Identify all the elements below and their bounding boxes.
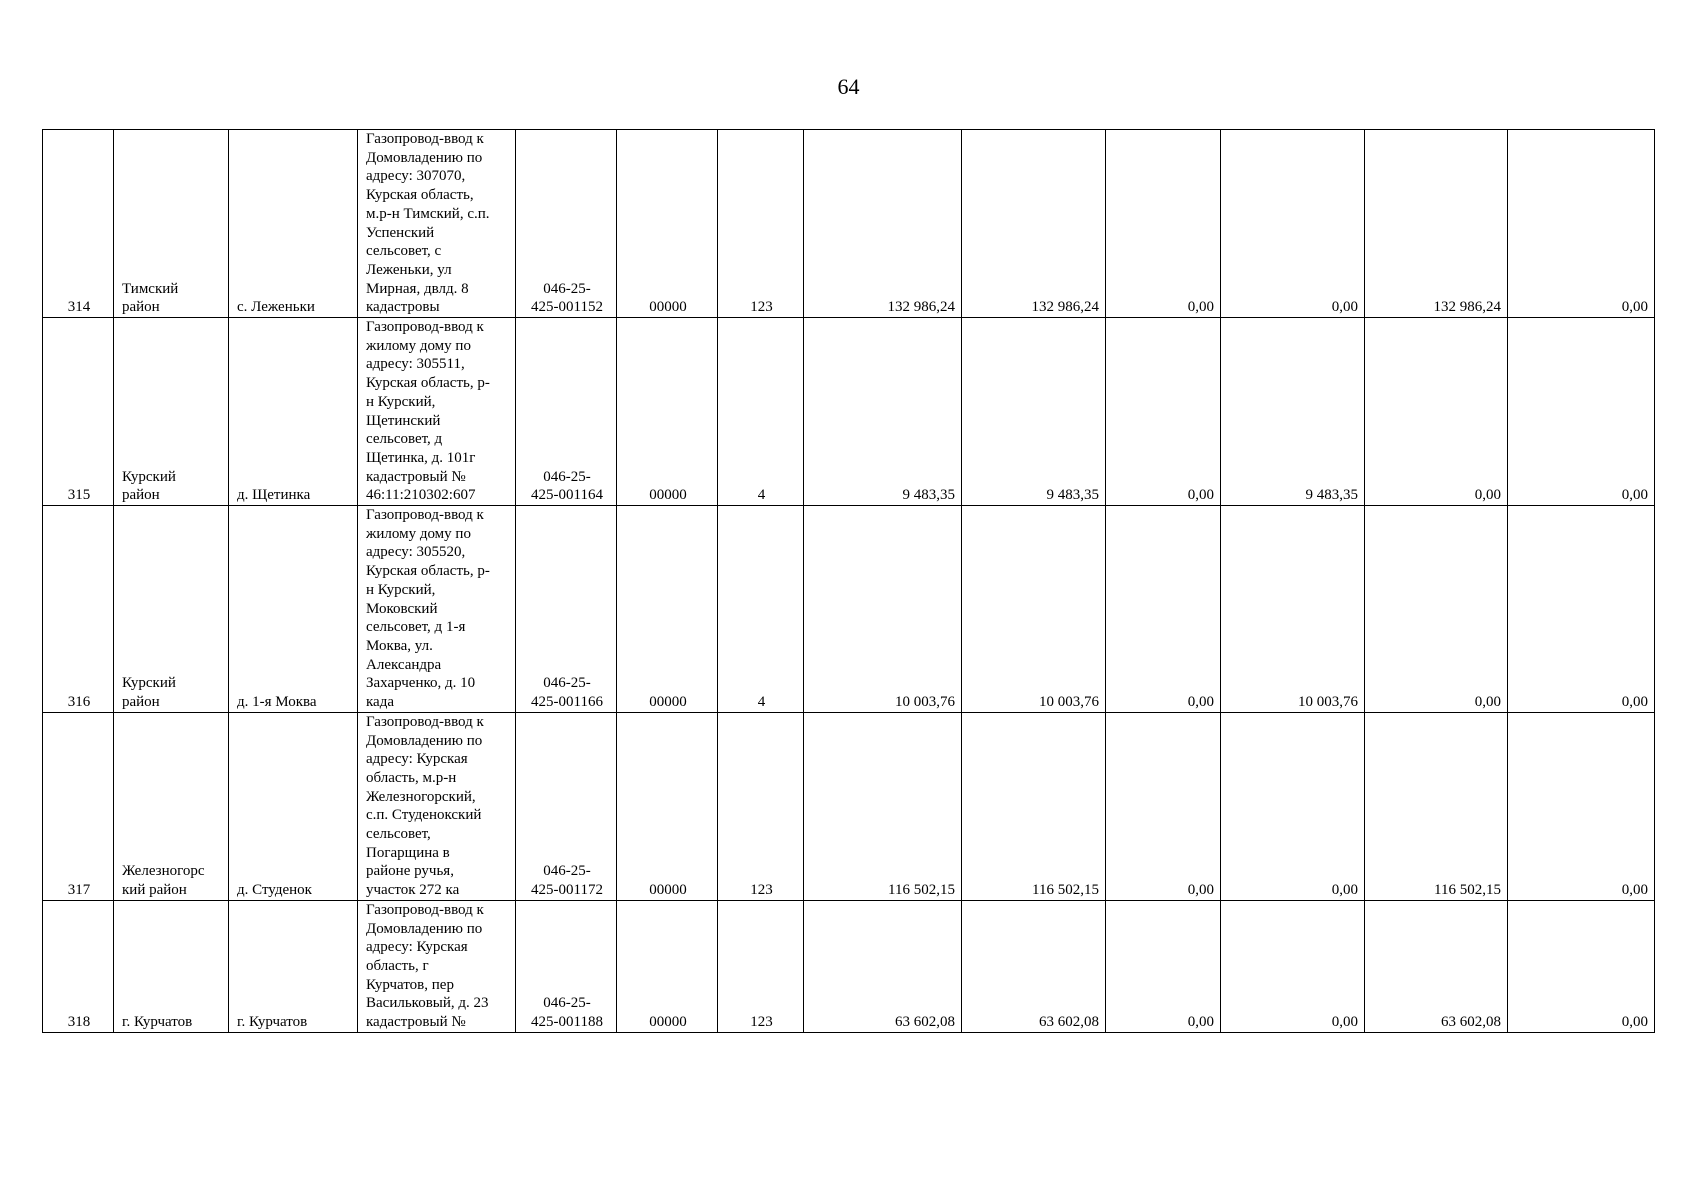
kind-code-cell: 123: [718, 130, 804, 318]
row-number-cell: 314: [43, 130, 114, 318]
row-number-cell: 316: [43, 506, 114, 713]
total-amount-cell: 132 986,24: [804, 130, 962, 318]
page-number: 64: [837, 74, 860, 99]
district-cell: Курский район: [114, 318, 229, 506]
row-number-cell: 317: [43, 712, 114, 900]
value-cell-3: 116 502,15: [1365, 712, 1508, 900]
locality-cell: д. Студенок: [229, 712, 358, 900]
district-cell: Железногорс кий район: [114, 712, 229, 900]
amount-cell: 9 483,35: [962, 318, 1106, 506]
locality-cell: г. Курчатов: [229, 900, 358, 1032]
total-amount-cell: 116 502,15: [804, 712, 962, 900]
inventory-code-cell: 046-25- 425-001166: [516, 506, 617, 713]
value-cell-1: 0,00: [1106, 130, 1221, 318]
inventory-code-cell: 046-25- 425-001188: [516, 900, 617, 1032]
value-cell-4: 0,00: [1508, 900, 1655, 1032]
value-cell-4: 0,00: [1508, 506, 1655, 713]
total-amount-cell: 63 602,08: [804, 900, 962, 1032]
kbk-code-cell: 00000: [617, 318, 718, 506]
amount-cell: 116 502,15: [962, 712, 1106, 900]
amount-cell: 132 986,24: [962, 130, 1106, 318]
value-cell-3: 0,00: [1365, 506, 1508, 713]
value-cell-2: 9 483,35: [1221, 318, 1365, 506]
value-cell-2: 10 003,76: [1221, 506, 1365, 713]
total-amount-cell: 9 483,35: [804, 318, 962, 506]
kbk-code-cell: 00000: [617, 130, 718, 318]
value-cell-4: 0,00: [1508, 318, 1655, 506]
object-description-cell: Газопровод-ввод к Домовладению по адресу: 307070, Курская область, м.р-н Тимский, с.п. Успенский сельсовет, с Леженьки, ул Мирная, двлд. 8 кадастровы: [358, 130, 516, 318]
value-cell-2: 0,00: [1221, 900, 1365, 1032]
value-cell-3: 63 602,08: [1365, 900, 1508, 1032]
kbk-code-cell: 00000: [617, 900, 718, 1032]
kbk-code-cell: 00000: [617, 506, 718, 713]
table-row: [43, 712, 1655, 900]
object-description-cell: Газопровод-ввод к жилому дому по адресу: 305511, Курская область, р- н Курский, Щетинский сельсовет, д Щетинка, д. 101г кадастровый № 46:11:210302:607: [358, 318, 516, 506]
inventory-code-cell: 046-25- 425-001164: [516, 318, 617, 506]
locality-cell: с. Леженьки: [229, 130, 358, 318]
object-description-cell: Газопровод-ввод к Домовладению по адресу: Курская область, м.р-н Железногорский, с.п. Студенокский сельсовет, Погарщина в районе ручья, участок 272 ка: [358, 712, 516, 900]
kind-code-cell: 123: [718, 712, 804, 900]
table-row: [43, 900, 1655, 1032]
amount-cell: 63 602,08: [962, 900, 1106, 1032]
district-cell: Тимский район: [114, 130, 229, 318]
object-description-cell: Газопровод-ввод к Домовладению по адресу: Курская область, г Курчатов, пер Васильковый, д. 23 кадастровый №: [358, 900, 516, 1032]
table-row: [43, 506, 1655, 713]
kind-code-cell: 123: [718, 900, 804, 1032]
amount-cell: 10 003,76: [962, 506, 1106, 713]
value-cell-2: 0,00: [1221, 712, 1365, 900]
value-cell-4: 0,00: [1508, 130, 1655, 318]
value-cell-1: 0,00: [1106, 318, 1221, 506]
row-number-cell: 318: [43, 900, 114, 1032]
inventory-code-cell: 046-25- 425-001172: [516, 712, 617, 900]
value-cell-1: 0,00: [1106, 900, 1221, 1032]
locality-cell: д. 1-я Моква: [229, 506, 358, 713]
object-description-cell: Газопровод-ввод к жилому дому по адресу: 305520, Курская область, р- н Курский, Моковский сельсовет, д 1-я Моква, ул. Александра Захарченко, д. 10 када: [358, 506, 516, 713]
value-cell-3: 0,00: [1365, 318, 1508, 506]
kind-code-cell: 4: [718, 506, 804, 713]
kind-code-cell: 4: [718, 318, 804, 506]
value-cell-2: 0,00: [1221, 130, 1365, 318]
district-cell: Курский район: [114, 506, 229, 713]
table-row: [43, 318, 1655, 506]
row-number-cell: 315: [43, 318, 114, 506]
locality-cell: д. Щетинка: [229, 318, 358, 506]
district-cell: г. Курчатов: [114, 900, 229, 1032]
table-row: [43, 130, 1655, 318]
registry-table: [42, 129, 1655, 1033]
value-cell-4: 0,00: [1508, 712, 1655, 900]
value-cell-3: 132 986,24: [1365, 130, 1508, 318]
value-cell-1: 0,00: [1106, 712, 1221, 900]
inventory-code-cell: 046-25- 425-001152: [516, 130, 617, 318]
total-amount-cell: 10 003,76: [804, 506, 962, 713]
kbk-code-cell: 00000: [617, 712, 718, 900]
value-cell-1: 0,00: [1106, 506, 1221, 713]
